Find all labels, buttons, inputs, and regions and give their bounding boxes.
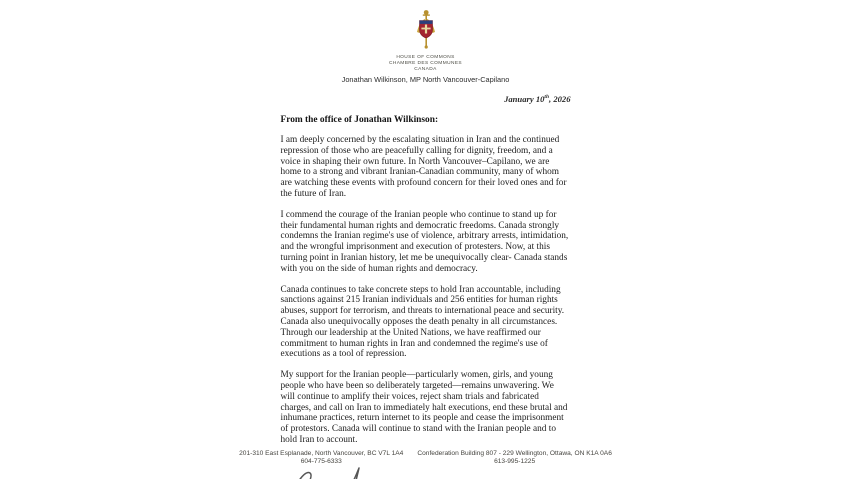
paragraph-3: Canada continues to take concrete steps to hold Iran accountable, including sanctions against 215 Iranian individuals and 256 entities for human rights abuses, support for terrorism, and threats to international peace and security. Canada also unequivocally opposes the death penalty in all circumstances. Through our leadership at the United Nations, we have reaffirmed our commitment to human rights in Iran and condemned the regime's use of executions as a tool of repression.: [280, 284, 565, 360]
ottawa-phone: 613-995-1225: [494, 458, 536, 466]
org-name-en: HOUSE OF COMMONS: [396, 55, 455, 60]
footer-contact-info: [0, 450, 851, 467]
date-ordinal: th: [544, 94, 550, 101]
ottawa-address: Confederation Building 807 - 229 Wellington, Ottawa, ON K1A 0A6: [417, 449, 612, 457]
footer-constituency-office: [239, 450, 403, 467]
date-prefix: January 10: [504, 94, 545, 104]
letter-date: [281, 94, 571, 104]
letter-body: [281, 0, 571, 479]
letterhead: [281, 0, 571, 84]
salutation: From the office of Jonathan Wilkinson:: [280, 115, 439, 125]
constituency-address: 201-310 East Esplanade, North Vancouver, BC V7L 1A4: [239, 449, 404, 457]
paragraph-1: I am deeply concerned by the escalating situation in Iran and the continued repression of those who are peacefully calling for dignity, freedom, and a voice in shaping their own future. In North Vancouver–Capilano, we are home to a strong and vibrant Iranian-Canadian community, many of whom are watching these events with profound concern for their loved ones and for the future of Iran.: [280, 135, 567, 199]
constituency-phone: 604-775-6333: [300, 458, 342, 466]
paragraph-2: I commend the courage of the Iranian people who continue to stand up for their fundamental human rights and democratic freedoms. Canada strongly condemns the Iranian regime's use of violence, arbitrary arrests, intimidation, and the wrongful imprisonment and execution of protesters. Now, at this turning point in Iranian history, let me be unequivocally clear- Canada stands with you on the side of human rights and democracy.: [280, 209, 569, 274]
mp-name-line: Jonathan Wilkinson, MP North Vancouver-Capilano: [341, 75, 510, 84]
paragraph-4: My support for the Iranian people—particularly women, girls, and young people who have been so deliberately targeted—remains unwavering. We will continue to amplify their voices, reject sham trials and fabricated charges, and call on Iran to immediately halt executions, end these brutal and inhumane practices, return internet to its people and cease the imprisonment of protestors. Canada will continue to stand with the Iranian people and to hold Iran to account.: [280, 370, 568, 445]
house-of-commons-crest-icon: [407, 8, 445, 50]
org-country: CANADA: [414, 67, 437, 72]
footer-ottawa-office: [417, 450, 612, 467]
org-name-fr: CHAMBRE DES COMMUNES: [388, 61, 463, 66]
date-suffix: , 2026: [549, 94, 571, 104]
